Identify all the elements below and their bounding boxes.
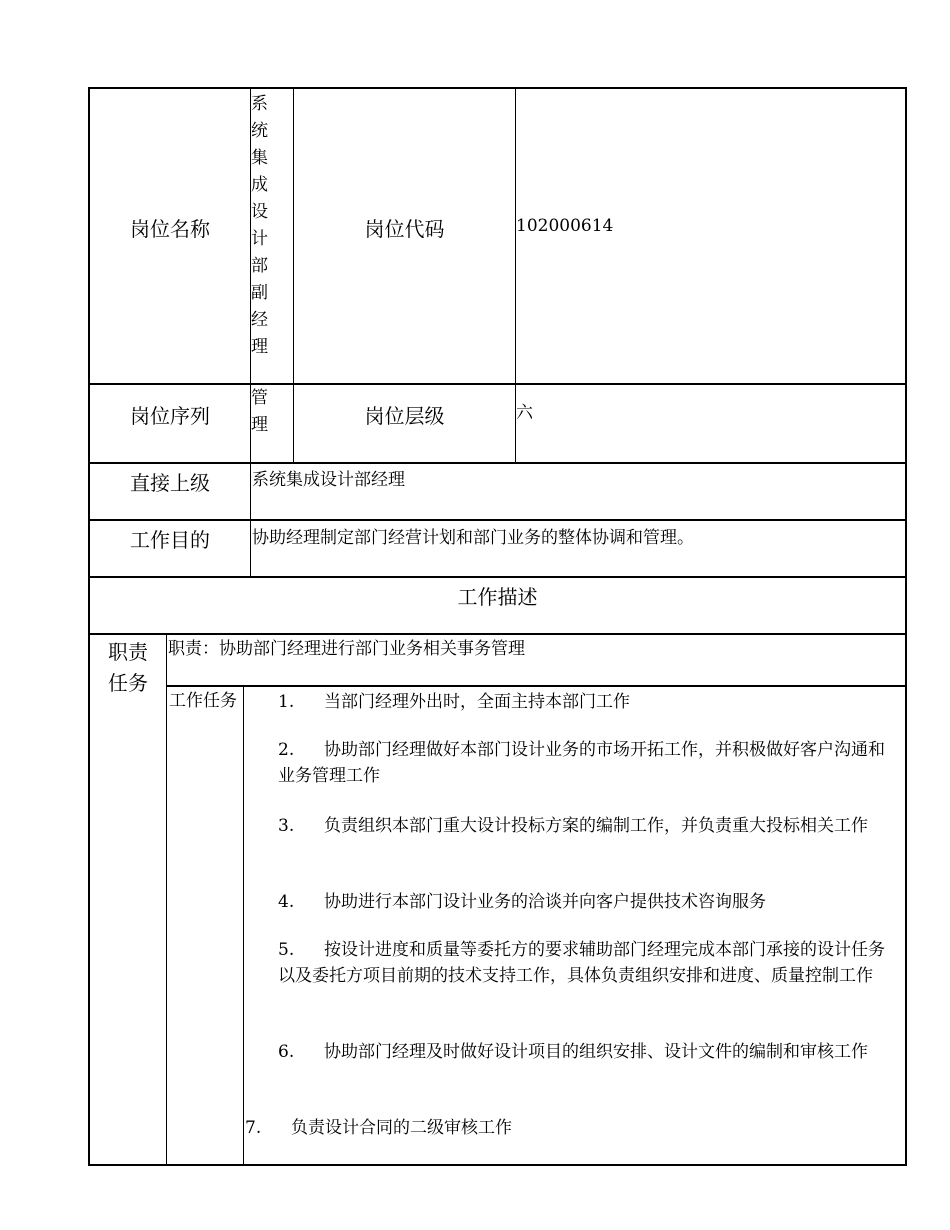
row-divider: [88, 633, 907, 635]
row-divider: [166, 685, 907, 687]
task-label: 工作任务: [169, 691, 237, 711]
position-code-label: 岗位代码: [364, 217, 445, 241]
row-divider: [88, 519, 907, 521]
task-text: 协助部门经理及时做好设计项目的组织安排、设计文件的编制和审核工作: [324, 1042, 868, 1062]
position-sequence-label: 岗位序列: [130, 404, 210, 428]
task-item: [278, 937, 896, 989]
position-name-value: 系统集成设计部副经理: [251, 94, 268, 357]
work-purpose-value: 协助经理制定部门经营计划和部门业务的整体协调和管理。: [252, 528, 694, 548]
task-number: 3.: [278, 816, 295, 836]
task-item: [278, 889, 896, 915]
col-divider: [243, 685, 244, 1166]
job-description-table: [88, 87, 907, 1166]
row-divider: [88, 576, 907, 578]
task-item: [278, 813, 896, 839]
position-sequence-value: 管理: [251, 388, 268, 435]
task-number: 2.: [278, 740, 295, 760]
task-item: [278, 689, 896, 715]
position-level-label: 岗位层级: [364, 404, 445, 428]
task-text: 协助进行本部门设计业务的洽谈并向客户提供技术咨询服务: [324, 892, 766, 912]
task-text: 负责设计合同的二级审核工作: [291, 1118, 512, 1138]
direct-superior-value: 系统集成设计部经理: [252, 470, 405, 490]
section-title: 工作描述: [457, 585, 538, 609]
task-text: 协助部门经理做好本部门设计业务的市场开拓工作，并积极做好客户沟通和业务管理工作: [278, 740, 885, 786]
task-number: 4.: [278, 892, 295, 912]
col-divider: [166, 633, 167, 1166]
position-name-label: 岗位名称: [130, 217, 210, 241]
row-divider: [88, 383, 907, 385]
task-item: [278, 737, 896, 789]
duties-label: 职责任务: [108, 640, 148, 695]
position-code-value: 102000614: [516, 216, 614, 236]
task-item: [245, 1115, 863, 1141]
task-number: 1.: [278, 692, 295, 712]
task-text: 按设计进度和质量等委托方的要求辅助部门经理完成本部门承接的设计任务以及委托方项目前期的技术支持工作，具体负责组织安排和进度、质量控制工作: [278, 940, 885, 986]
task-number: 6.: [278, 1042, 295, 1062]
duty-title: 职责：协助部门经理进行部门业务相关事务管理: [168, 639, 525, 659]
task-number: 7.: [245, 1118, 262, 1138]
task-text: 当部门经理外出时，全面主持本部门工作: [324, 692, 630, 712]
task-item: [278, 1039, 896, 1065]
direct-superior-label: 直接上级: [130, 471, 210, 495]
task-number: 5.: [278, 940, 295, 960]
row-divider: [88, 462, 907, 464]
work-purpose-label: 工作目的: [130, 528, 210, 552]
position-level-value: 六: [516, 403, 533, 423]
task-text: 负责组织本部门重大设计投标方案的编制工作，并负责重大投标相关工作: [324, 816, 868, 836]
